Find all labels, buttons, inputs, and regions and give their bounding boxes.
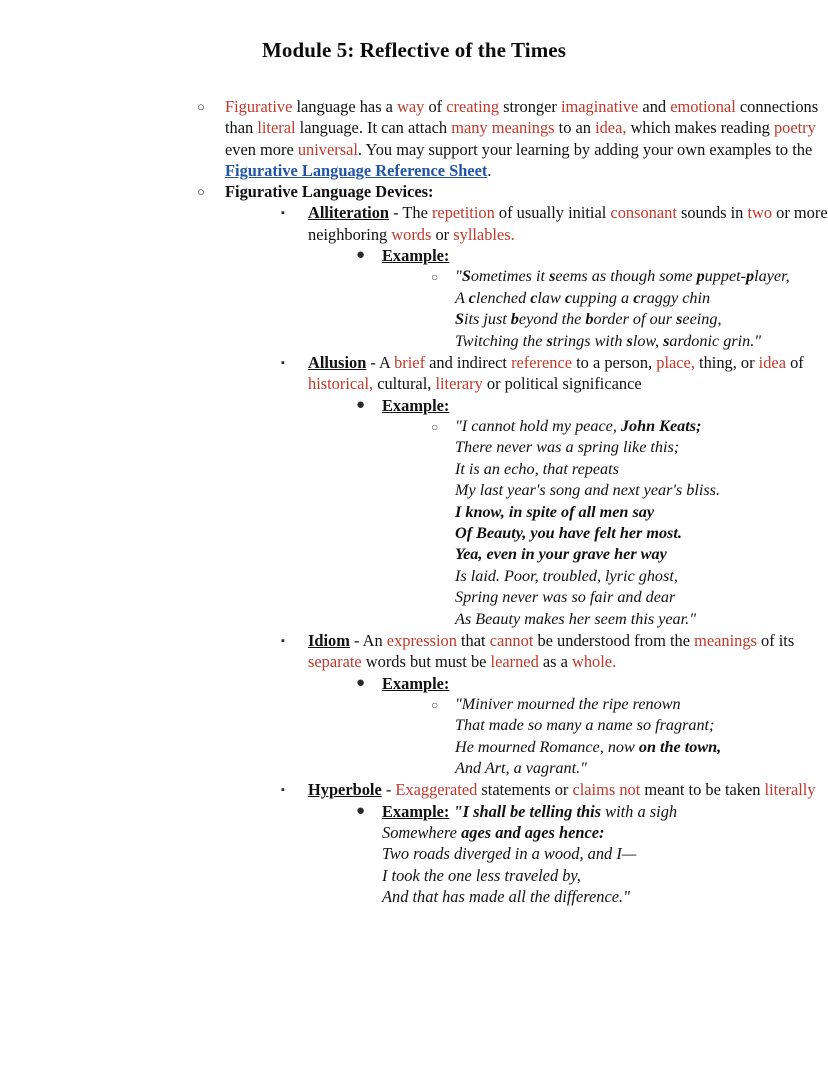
poem-line (455, 523, 828, 544)
def-text: and indirect (425, 353, 512, 372)
poem-run: order of our (593, 310, 677, 329)
intro-word-creating: creating (446, 97, 500, 116)
def-highlight: separate (308, 652, 362, 672)
example-label-inline (382, 801, 828, 907)
def-text: thing, or (694, 353, 759, 372)
def-text: sounds in (676, 203, 748, 223)
intro-word-way: way (397, 97, 425, 116)
poem-run-bold: s (546, 331, 553, 350)
poem-line (455, 566, 828, 587)
poem-line (455, 416, 828, 437)
bullet-disc-icon: ● (356, 802, 366, 819)
example-label-text: Example: (382, 395, 450, 415)
poem-line (455, 609, 828, 630)
poem-block-inline (382, 802, 828, 907)
def-highlight: expression (386, 630, 457, 650)
outline-level-4 (382, 266, 828, 352)
poem-run-bold: p (746, 267, 755, 286)
def-highlight: historical, (308, 374, 374, 394)
poem-run: raggy chin (640, 288, 711, 307)
poem-line (455, 288, 828, 309)
devices-heading (225, 181, 828, 202)
example-item (356, 673, 828, 780)
poem-run: trings with (552, 331, 627, 350)
poem-run: As Beauty makes her seem this year." (455, 609, 697, 628)
def-highlight: words (391, 224, 432, 244)
intro-word-emotional: emotional (670, 97, 736, 116)
device-definition-hyperbole (308, 779, 828, 800)
intro-word-many-meanings: many meanings (451, 118, 555, 138)
outline-level-3 (308, 673, 828, 780)
def-text: - The (389, 203, 432, 223)
bullet-circle-icon: ○ (431, 270, 439, 285)
poem-run-bold: ages and ages hence: (461, 823, 605, 843)
poem-run: eyond the (518, 310, 586, 329)
poem-run: low, (632, 331, 664, 350)
poem-line (455, 715, 828, 736)
def-text: be understood from the (533, 630, 695, 650)
device-item-idiom (281, 630, 828, 780)
intro-text-8: which makes reading (626, 118, 774, 138)
outline-level-4 (382, 416, 828, 630)
intro-word-poetry: poetry (773, 118, 816, 138)
outline-level-3 (308, 801, 828, 907)
poem-run: with a sigh (601, 801, 678, 821)
device-item-hyperbole (281, 779, 828, 907)
poem-run: I took the one less traveled by, (382, 865, 581, 885)
poem-line (455, 694, 828, 715)
def-highlight: idea (758, 353, 786, 372)
def-text: cultural, (373, 374, 436, 394)
poem-run-bold: Of Beauty, you have felt her most. (455, 523, 682, 542)
device-definition-allusion (308, 352, 828, 395)
def-text: - A (366, 353, 395, 372)
poem-run-bold: John Keats; (620, 416, 702, 435)
bullet-circle-icon: ○ (431, 697, 439, 712)
poem-run-bold: s (676, 310, 683, 329)
example-label-text: Example: (382, 246, 450, 266)
poem-run: That made so many a name so fragrant; (455, 716, 715, 735)
poem-run-bold: s (663, 331, 670, 350)
def-text: or (431, 224, 454, 244)
poem-run: Is laid. Poor, troubled, lyric ghost, (455, 566, 678, 585)
def-text: that (456, 630, 490, 650)
bullet-square-icon: ▪ (281, 357, 285, 369)
intro-word-universal: universal (297, 139, 358, 159)
poem-run: And Art, a vagrant." (455, 759, 587, 778)
poem-run-bold: p (696, 267, 705, 286)
intro-word-imaginative: imaginative (560, 97, 639, 116)
poem-run-bold: S (461, 267, 471, 286)
def-highlight: cannot (489, 630, 534, 650)
outline-level-1 (0, 96, 828, 907)
outline-level-3 (308, 395, 828, 630)
poem-run: Twitching the (455, 331, 547, 350)
def-text: - An (349, 630, 387, 650)
poem-block (455, 694, 828, 780)
poem-run: uppet- (704, 267, 747, 286)
poem-quote-idiom (431, 694, 828, 780)
poem-run: law (537, 288, 565, 307)
bullet-square-icon: ▪ (281, 207, 285, 220)
poem-run: It is an echo, that repeats (455, 459, 619, 478)
def-text: words but must be (361, 652, 491, 672)
figurative-language-reference-sheet-link[interactable]: Figurative Language Reference Sheet (225, 160, 488, 180)
example-item (356, 245, 828, 352)
def-text: of usually initial (494, 203, 611, 223)
intro-text-6: language. It can attach (295, 118, 452, 138)
example-item (356, 395, 828, 630)
def-highlight: whole. (572, 652, 617, 672)
poem-run: "Miniver mourned the ripe renown (455, 694, 681, 713)
poem-run: "I cannot hold my peace, (455, 416, 621, 435)
example-label (382, 245, 828, 266)
poem-line (454, 802, 678, 821)
poem-line (382, 886, 828, 907)
def-highlight: literary (435, 374, 483, 394)
def-highlight: brief (394, 353, 426, 372)
poem-run: Two roads diverged in a wood, and I— (382, 844, 637, 864)
poem-run: layer, (754, 267, 790, 286)
bullet-circle-icon: ○ (431, 419, 439, 434)
poem-line (455, 459, 828, 480)
device-term-idiom: Idiom (308, 630, 350, 650)
intro-text-2: of (424, 97, 447, 116)
def-text: to a person, (572, 353, 657, 372)
poem-run-bold: c (530, 288, 538, 307)
poem-run: " (455, 267, 462, 286)
poem-run-bold: Yea, even in your grave her way (455, 545, 667, 564)
poem-line (455, 437, 828, 458)
devices-heading-text: Figurative Language Devices: (225, 182, 434, 202)
page-title: Module 5: Reflective of the Times (261, 38, 567, 62)
def-text: of its (756, 630, 795, 650)
poem-run-bold: b (585, 310, 594, 329)
poem-run: My last year's song and next year's bliss. (455, 481, 720, 500)
intro-word-literal: literal (257, 118, 296, 138)
def-text: or more neighboring (308, 203, 828, 244)
example-label (382, 395, 828, 416)
poem-run-bold: c (468, 288, 476, 307)
intro-text-10: . You may support your learning by adding your own examples to the (357, 139, 813, 159)
poem-run: And that has made all the difference." (382, 886, 630, 906)
poem-run: He mourned Romance, now (455, 737, 639, 756)
intro-word-idea: idea, (595, 118, 627, 138)
bullet-disc-icon: ● (356, 247, 366, 264)
def-text: meant to be taken (640, 780, 765, 800)
bullet-disc-icon: ● (356, 674, 366, 691)
poem-quote-allusion (431, 416, 828, 630)
bullet-square-icon: ▪ (281, 784, 285, 797)
def-text: as a (538, 652, 573, 672)
example-label-text: Example: (382, 801, 450, 821)
intro-text-9: even more (225, 139, 298, 159)
def-text: - (381, 780, 396, 800)
def-highlight: Exaggerated (395, 780, 478, 800)
poem-run: ometimes it (470, 267, 550, 286)
poem-line (382, 865, 828, 886)
def-highlight: literally (764, 780, 816, 800)
example-item-hyperbole (356, 801, 828, 907)
def-highlight: syllables. (453, 224, 515, 244)
poem-line (455, 502, 828, 523)
bullet-disc-icon: ● (356, 396, 366, 413)
device-term-hyperbole: Hyperbole (308, 780, 382, 800)
poem-run: its just (464, 310, 511, 329)
poem-run: Somewhere (382, 823, 462, 843)
list-item-intro (197, 96, 828, 181)
def-highlight: repetition (431, 203, 495, 223)
poem-line (455, 309, 828, 330)
list-item-devices-heading (197, 181, 828, 907)
poem-run: ardonic grin." (669, 331, 762, 350)
poem-run: eems as though some (555, 267, 697, 286)
poem-run-bold: s (626, 331, 633, 350)
poem-run: lenched (475, 288, 531, 307)
intro-text-11: . (487, 160, 492, 180)
poem-run-bold: I know, in spite of all men say (455, 502, 655, 521)
def-highlight: claims not (572, 780, 641, 800)
def-highlight: two (747, 203, 773, 223)
device-definition-alliteration (308, 202, 828, 245)
device-item-allusion (281, 352, 828, 630)
intro-text-3: stronger (499, 97, 561, 116)
def-highlight: reference (511, 353, 573, 372)
def-highlight: learned (490, 652, 539, 672)
bullet-circle-icon: ○ (197, 99, 205, 114)
poem-run-bold: b (510, 310, 519, 329)
intro-text-4: and (638, 97, 671, 116)
poem-line (382, 843, 828, 864)
bullet-circle-icon: ○ (197, 184, 205, 200)
intro-text-1: language has a (292, 97, 398, 116)
device-item-alliteration (281, 202, 828, 352)
def-text: statements or (477, 780, 573, 800)
def-highlight: place, (656, 353, 695, 372)
def-highlight: meanings (694, 630, 757, 650)
poem-line (455, 587, 828, 608)
outline-level-4 (382, 694, 828, 780)
intro-text-5: connections than (225, 97, 819, 138)
poem-block (455, 266, 828, 352)
device-term-alliteration: Alliteration (308, 203, 390, 223)
def-text: of (785, 353, 804, 372)
device-term-allusion: Allusion (308, 353, 367, 372)
poem-run-bold: on the town, (638, 737, 722, 756)
poem-line (455, 737, 828, 758)
poem-line (455, 266, 828, 287)
example-label (382, 673, 828, 694)
outline-level-3 (308, 245, 828, 352)
poem-line (455, 758, 828, 779)
poem-run-bold: c (633, 288, 641, 307)
poem-run-bold: s (549, 267, 556, 286)
poem-run: eeing, (682, 310, 722, 329)
poem-run-bold: S (455, 310, 465, 329)
example-label-text: Example: (382, 673, 450, 693)
outline-level-2 (225, 202, 828, 907)
device-definition-idiom (308, 630, 828, 673)
bullet-square-icon: ▪ (281, 634, 285, 647)
poem-run-bold: "I shall be telling this (453, 801, 602, 821)
poem-line (382, 822, 828, 843)
intro-text-7: to an (554, 118, 596, 138)
document-body (0, 96, 828, 907)
poem-quote-alliteration (431, 266, 828, 352)
poem-run-bold: c (564, 288, 573, 307)
poem-run: upping a (572, 288, 634, 307)
poem-run: Spring never was so fair and dear (455, 588, 676, 607)
poem-run: A (455, 288, 469, 307)
def-highlight: consonant (610, 203, 677, 223)
poem-line (455, 331, 828, 352)
intro-word-figurative: Figurative (225, 97, 293, 116)
intro-paragraph (225, 96, 828, 181)
def-text: or political significance (482, 374, 642, 394)
poem-run: There never was a spring like this; (455, 438, 680, 457)
poem-line (455, 480, 828, 501)
poem-line (455, 544, 828, 565)
poem-block (455, 416, 828, 630)
